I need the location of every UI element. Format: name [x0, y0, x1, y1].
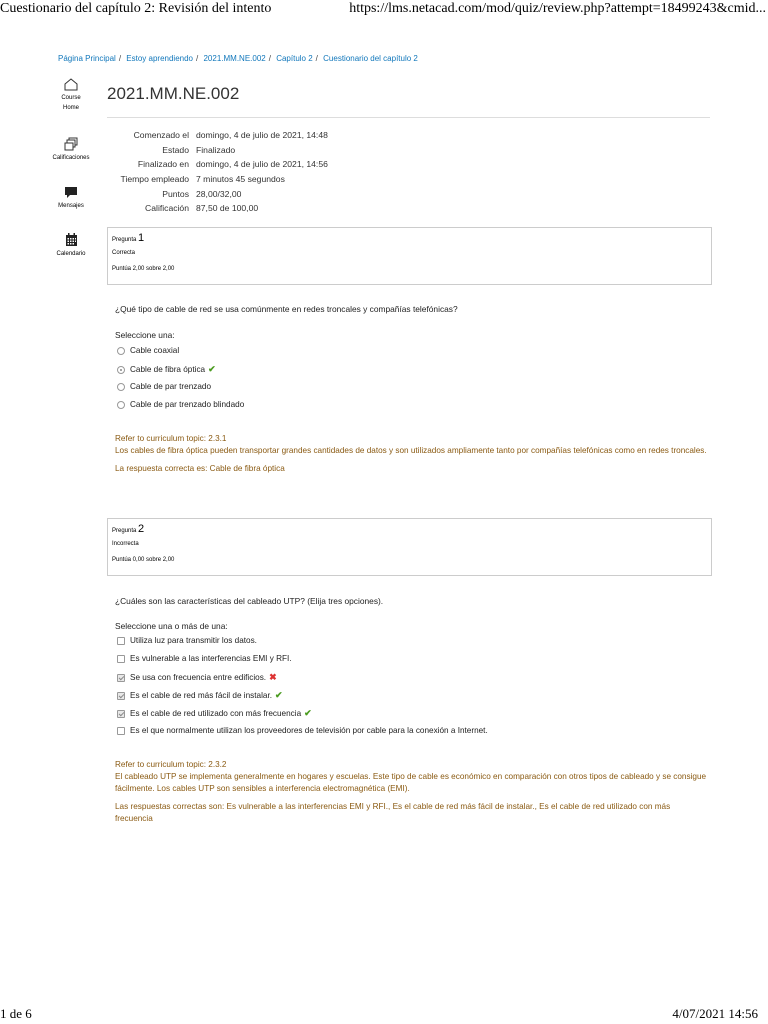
breadcrumb-chapter[interactable]: Capítulo 2 [276, 54, 313, 63]
question-1-text: ¿Qué tipo de cable de red se usa comúnmente en redes troncales y compañías telefónicas? [115, 304, 458, 314]
radio-button[interactable] [117, 383, 125, 391]
correct-check-icon: ✔ [208, 364, 216, 374]
question-2-prompt: Seleccione una o más de una: [115, 621, 228, 631]
q1-option[interactable]: Cable de par trenzado blindado [117, 399, 244, 411]
summary-key: Finalizado en [137, 159, 189, 170]
summary-key: Estado [162, 144, 189, 155]
q1-option[interactable]: Cable de par trenzado [117, 381, 211, 393]
home-icon [64, 78, 78, 91]
print-footer [0, 1002, 768, 1024]
checkbox[interactable] [117, 727, 125, 735]
summary-key: Calificación [145, 203, 189, 214]
nav-course-home[interactable] [42, 78, 100, 113]
nav-label: Mensajes [58, 203, 84, 209]
summary-value: domingo, 4 de julio de 2021, 14:48 [196, 130, 328, 140]
summary-value: 28,00/32,00 [196, 188, 242, 199]
q2-option[interactable]: Es vulnerable a las interferencias EMI y RFI. [117, 653, 292, 665]
q2-option[interactable]: Es el cable de red más fácil de instalar. ✔ [117, 689, 283, 701]
q1-option[interactable]: Cable de fibra óptica ✔ [117, 363, 216, 375]
explanation: El cableado UTP se implementa generalmente en hogares y escuelas. Este tipo de cable es económico en comparación con otros tipos de cableado y se consigue fácilmente. Los cables UTP son sensibles a interferencia electromagnética (EMI). [115, 772, 707, 793]
messages-icon [64, 186, 78, 199]
question-1-info [107, 227, 712, 285]
course-title: 2021.MM.NE.002 [107, 84, 240, 103]
question-2-text: ¿Cuáles son las características del cableado UTP? (Elija tres opciones). [115, 596, 384, 606]
q2-option[interactable]: Utiliza luz para transmitir los datos. [117, 635, 257, 647]
radio-button[interactable] [117, 366, 125, 374]
question-number: Pregunta 2 [112, 523, 145, 535]
summary-key: Puntos [162, 188, 189, 199]
breadcrumb-learning[interactable]: Estoy aprendiendo [126, 54, 193, 63]
question-state: Correcta [112, 250, 136, 256]
radio-button[interactable] [117, 401, 125, 409]
nav-label: Home [62, 105, 79, 111]
breadcrumb-home[interactable]: Página Principal [58, 54, 116, 63]
question-points: Puntúa 2,00 sobre 2,00 [112, 266, 175, 272]
print-page-title: Cuestionario del capítulo 2: Revisión del intento [0, 1, 272, 16]
correct-check-icon: ✔ [304, 708, 312, 718]
correct-check-icon: ✔ [275, 690, 283, 700]
checkbox[interactable] [117, 637, 125, 645]
checkbox[interactable] [117, 710, 125, 718]
correct-answer: La respuesta correcta es: Cable de fibra óptica [115, 464, 285, 473]
radio-button[interactable] [117, 347, 125, 355]
q1-option[interactable]: Cable coaxial [117, 345, 179, 357]
nav-label: Calificaciones [52, 155, 90, 161]
summary-key: Tiempo empleado [120, 174, 189, 185]
summary-value: domingo, 4 de julio de 2021, 14:56 [196, 159, 328, 170]
nav-label: Calendario [56, 251, 86, 257]
q1-feedback [115, 433, 710, 475]
nav-calendario[interactable] [42, 233, 100, 259]
question-2-info [107, 518, 712, 576]
divider [107, 117, 710, 118]
calendar-icon [65, 233, 78, 247]
nav-calificaciones[interactable] [42, 137, 100, 163]
curriculum-topic: Refer to curriculum topic: 2.3.1 [115, 434, 227, 443]
curriculum-topic: Refer to curriculum topic: 2.3.2 [115, 760, 227, 769]
q2-option[interactable]: Es el que normalmente utilizan los proveedores de televisión por cable para la conexión a Internet. [117, 725, 488, 737]
nav-label: Course [61, 95, 81, 101]
q2-feedback [115, 759, 710, 825]
summary-value: 87,50 de 100,00 [196, 203, 259, 214]
question-points: Puntúa 0,00 sobre 2,00 [112, 557, 175, 563]
print-header [0, 0, 768, 20]
summary-value: 7 minutos 45 segundos [196, 174, 285, 185]
breadcrumb-quiz[interactable]: Cuestionario del capítulo 2 [323, 54, 418, 63]
checkbox[interactable] [117, 692, 125, 700]
summary-value: Finalizado [196, 144, 236, 155]
print-datetime: 4/07/2021 14:56 [672, 1006, 758, 1021]
incorrect-x-icon: ✖ [269, 672, 277, 682]
breadcrumb-course[interactable]: 2021.MM.NE.002 [203, 54, 266, 63]
page-count: 1 de 6 [0, 1006, 32, 1021]
grades-icon [64, 137, 78, 151]
checkbox[interactable] [117, 674, 125, 682]
summary-key: Comenzado el [133, 130, 189, 140]
nav-mensajes[interactable] [42, 186, 100, 211]
q2-option[interactable]: Se usa con frecuencia entre edificios. ✖ [117, 671, 277, 683]
question-state: Incorrecta [112, 541, 139, 547]
question-1-prompt: Seleccione una: [115, 330, 175, 340]
question-number: Pregunta 1 [112, 232, 145, 244]
q2-option[interactable]: Es el cable de red utilizado con más frecuencia ✔ [117, 707, 312, 719]
breadcrumb: Página Principal / Estoy aprendiendo / 2021.MM.NE.002 / Capítulo 2 / Cuestionario del capítulo 2 [58, 54, 418, 63]
print-url: https://lms.netacad.com/mod/quiz/review.php?attempt=18499243&cmid... [349, 1, 766, 16]
checkbox[interactable] [117, 655, 125, 663]
explanation: Los cables de fibra óptica pueden transportar grandes cantidades de datos y son utilizados ampliamente tanto por compañías telefónicas como en redes troncales. [115, 446, 707, 455]
correct-answer: Las respuestas correctas son: Es vulnerable a las interferencias EMI y RFI., Es el cable de red más fácil de instalar., Es el cable de red utilizado con más frecuencia [115, 802, 671, 823]
